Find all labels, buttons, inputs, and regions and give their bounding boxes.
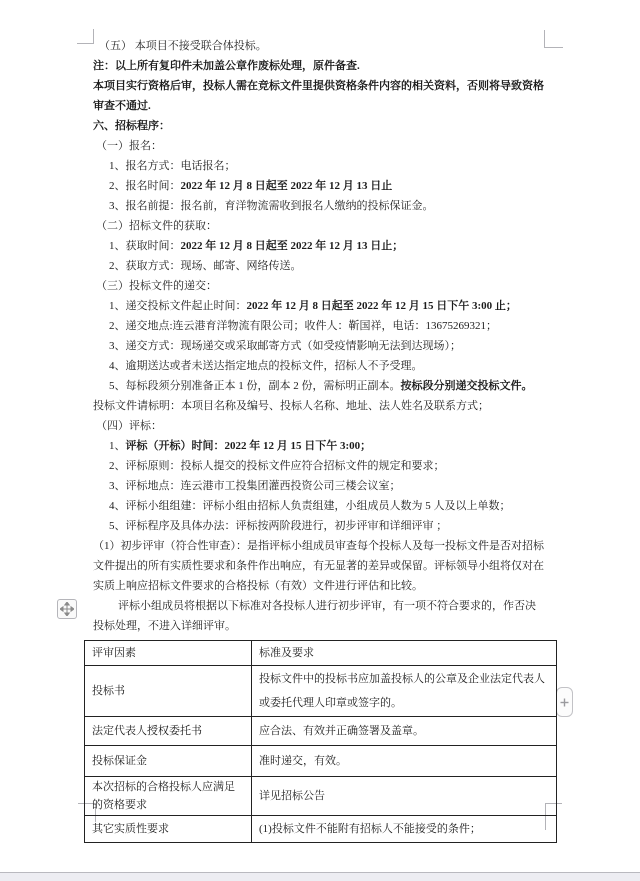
table-cell: 投标保证金 <box>85 746 252 777</box>
table-cell: 详见招标公告 <box>252 777 557 816</box>
table-row <box>85 816 557 843</box>
item-obtain-time <box>93 236 545 256</box>
item-copies-per-section <box>93 376 545 396</box>
item-submission-method: 3、递交方式：现场递交或采取邮寄方式（如受疫情影响无法到达现场）； <box>109 340 461 352</box>
obtain-dates: 2022 年 12 月 8 日起至 2022 年 12 月 13 日止； <box>180 240 404 252</box>
item-evaluation-team: 4、评标小组组建：评标小组由招标人负责组建，小组成员人数为 5 人及以上单数； <box>109 500 511 512</box>
plus-icon <box>560 698 569 707</box>
margin-crop-mark-top-right <box>544 30 563 48</box>
submit-by-section: 按标段分别递交投标文件。 <box>400 380 533 392</box>
item-registration-time <box>93 176 545 196</box>
submission-dates: 2022 年 12 月 8 日起至 2022 年 12 月 15 日下午 3:00 止； <box>246 300 517 312</box>
table-header-row <box>85 641 557 666</box>
section-bid-submission: （三）投标文件的递交： <box>96 280 217 292</box>
evaluation-datetime: 评标（开标）时间：2022 年 12 月 15 日下午 3:00； <box>125 440 372 452</box>
table-header-factor: 评审因素 <box>85 641 252 666</box>
item-evaluation-time <box>93 436 545 456</box>
table-row <box>85 746 557 777</box>
item-label: 1、 <box>109 440 126 452</box>
table-cell: 本次招标的合格投标人应满足的资格要求 <box>85 777 252 816</box>
table-cell: 其它实质性要求 <box>85 816 252 843</box>
item-submission-time <box>93 296 545 316</box>
registration-dates: 2022 年 12 月 8 日起至 2022 年 12 月 13 日止 <box>180 180 393 192</box>
item-text: 5、每标段须分别准备正本 1 份，副本 2 份，需标明正副本。 <box>109 380 401 392</box>
table-cell: 投标书 <box>85 666 252 717</box>
item-late-delivery: 4、逾期送达或者未送达指定地点的投标文件，招标人不予受理。 <box>109 360 423 372</box>
item-evaluation-procedure: 5、评标程序及具体办法：评标按两阶段进行，初步评审和详细评审 ； <box>109 520 448 532</box>
item-bid-marking: 投标文件请标明：本项目名称及编号、投标人名称、地址、法人姓名及联系方式； <box>93 400 489 412</box>
section-document-obtaining: （二）招标文件的获取： <box>96 220 217 232</box>
item-registration-method: 1、报名方式：电话报名； <box>109 160 236 172</box>
item-obtain-method: 2、获取方式：现场、邮寄、网络传送。 <box>109 260 302 272</box>
table-row <box>85 717 557 746</box>
section-registration: （一）报名： <box>96 140 162 152</box>
note-post-qualification: 本项目实行资格后审，投标人需在竞标文件里提供资格条件内容的相关资料，否则将导致资格审查不通过. <box>93 80 544 112</box>
table-cell: (1)投标文件不能附有招标人不能接受的条件； <box>252 816 557 843</box>
item-label: 1、获取时间： <box>109 240 181 252</box>
table-move-handle[interactable] <box>57 599 77 619</box>
evaluation-table <box>84 640 557 843</box>
clause-no-consortium: （五） 本项目不接受联合体投标。 <box>99 40 267 52</box>
margin-crop-mark-top-left <box>77 29 94 44</box>
heading-tender-procedure: 六、招标程序： <box>93 120 170 132</box>
table-cell: 应合法、有效并正确签署及盖章。 <box>252 717 557 746</box>
paragraph-review-criteria: 评标小组成员将根据以下标准对各投标人进行初步评审，有一项不符合要求的，作否决投标处理，不进入详细评审。 <box>93 600 536 632</box>
item-submission-place: 2、递交地点:连云港育洋物流有限公司；收件人：靳国祥，电话：13675269321； <box>109 320 498 332</box>
table-cell: 准时递交，有效。 <box>252 746 557 777</box>
table-cell: 法定代表人授权委托书 <box>85 717 252 746</box>
table-row <box>85 777 557 816</box>
note-copies: 注：以上所有复印件未加盖公章作废标处理，原件备查. <box>93 60 360 72</box>
item-label: 2、报名时间： <box>109 180 181 192</box>
item-evaluation-principle: 2、评标原则：投标人提交的投标文件应符合招标文件的规定和要求； <box>109 460 445 472</box>
item-label: 1、递交投标文件起止时间： <box>109 300 247 312</box>
document-page <box>93 36 545 843</box>
item-registration-precondition: 3、报名前提：报名前，育洋物流需收到报名人缴纳的投标保证金。 <box>109 200 434 212</box>
item-evaluation-place: 3、评标地点：连云港市工投集团灌西投资公司三楼会议室； <box>109 480 401 492</box>
move-icon <box>60 602 74 616</box>
table-cell: 投标文件中的投标书应加盖投标人的公章及企业法定代表人或委托代理人印章或签字的。 <box>252 666 557 717</box>
section-evaluation: （四）评标： <box>96 420 162 432</box>
table-row <box>85 666 557 717</box>
paragraph-preliminary-review: （1）初步评审（符合性审查）：是指评标小组成员审查每个投标人及每一投标文件是否对招标文件提出的所有实质性要求和条件作出响应，有无显著的差异或保留。评标领导小组将仅对在实质上响应招标文件要求的合格投标（有效）文件进行评估和比较。 <box>93 540 544 592</box>
table-header-criteria: 标准及要求 <box>252 641 557 666</box>
insert-row-button[interactable] <box>556 687 573 717</box>
